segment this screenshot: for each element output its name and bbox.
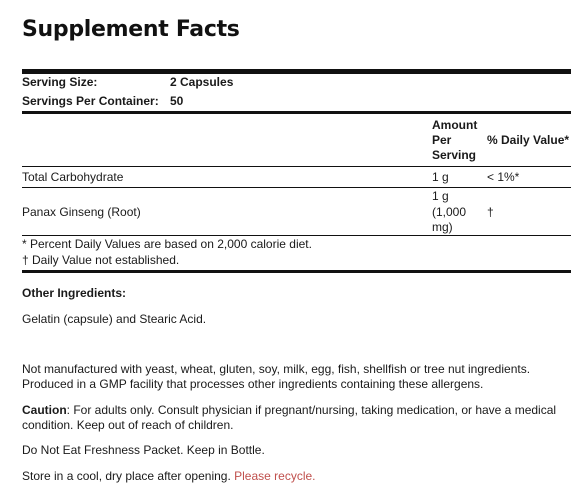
- row-thin-rule: [22, 187, 571, 188]
- caution-text: : For adults only. Consult physician if pregnant/nursing, taking medication, or have a medical: [66, 403, 557, 417]
- nutrient-name-panax-ginseng: Panax Ginseng (Root): [22, 205, 141, 219]
- servings-per-container-label: Servings Per Container:: [22, 94, 159, 108]
- storage-text: Store in a cool, dry place after opening.: [22, 469, 235, 483]
- amount-per-serving-header-line1: Amount: [432, 118, 478, 132]
- storage-statement: [22, 469, 316, 484]
- caution-label: Caution: [22, 403, 67, 417]
- servings-per-container-value: 50: [170, 94, 184, 108]
- please-recycle-link[interactable]: Please recycle.: [234, 469, 316, 483]
- caution-statement-line2: condition. Keep out of reach of children.: [22, 418, 234, 432]
- nutrient-amount-panax-ginseng-line3: mg): [432, 220, 453, 234]
- nutrient-dv-total-carbohydrate: < 1%*: [487, 170, 520, 184]
- amount-per-serving-header-line3: Serving: [432, 148, 477, 162]
- serving-size-value: 2 Capsules: [170, 75, 234, 89]
- allergen-statement-line2: Produced in a GMP facility that processes other ingredients containing these allergens.: [22, 377, 484, 391]
- nutrient-amount-panax-ginseng-line1: 1 g: [432, 189, 449, 203]
- nutrient-amount-panax-ginseng-line2: (1,000: [432, 205, 467, 219]
- allergen-statement-line1: Not manufactured with yeast, wheat, gluten, soy, milk, egg, fish, shellfish or tree nut ingredients.: [22, 362, 531, 376]
- other-ingredients-text: Gelatin (capsule) and Stearic Acid.: [22, 312, 207, 326]
- serving-thick-rule: [22, 111, 571, 114]
- other-ingredients-heading: Other Ingredients:: [22, 286, 127, 300]
- header-thin-rule: [22, 166, 571, 167]
- nutrient-dv-panax-ginseng: †: [487, 205, 494, 219]
- footnote-daily-value-not-established: † Daily Value not established.: [22, 253, 180, 267]
- amount-per-serving-header-line2: Per: [432, 133, 452, 147]
- nutrient-amount-total-carbohydrate: 1 g: [432, 170, 449, 184]
- caution-statement-line1: [22, 403, 556, 418]
- top-thick-rule: [22, 69, 571, 74]
- footnote-percent-daily-values: * Percent Daily Values are based on 2,000 calorie diet.: [22, 237, 312, 251]
- freshness-packet-warning: Do Not Eat Freshness Packet. Keep in Bottle.: [22, 443, 265, 457]
- daily-value-header: % Daily Value*: [487, 133, 570, 147]
- bottom-thick-rule: [22, 270, 571, 273]
- serving-size-label: Serving Size:: [22, 75, 98, 89]
- panel-title: Supplement Facts: [22, 17, 240, 42]
- nutrient-name-total-carbohydrate: Total Carbohydrate: [22, 170, 124, 184]
- table-bottom-thin-rule: [22, 235, 571, 236]
